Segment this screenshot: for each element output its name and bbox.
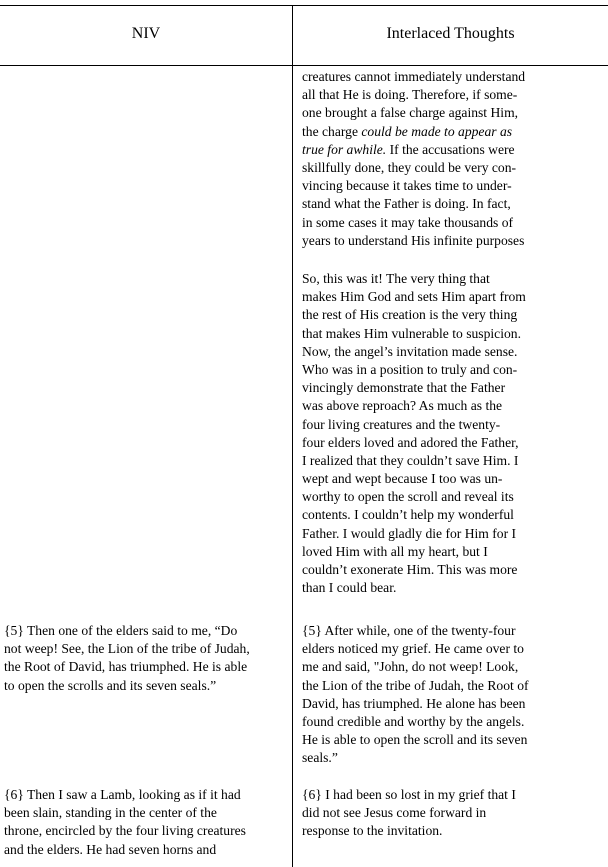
text-line: Father. I would gladly die for Him for I <box>302 525 517 541</box>
text-line: the Root of David, has triumphed. He is able <box>4 659 248 675</box>
text-line: contents. I couldn’t help my wonderful <box>302 507 514 523</box>
text-segment: in some cases it may take thousands of <box>302 214 514 230</box>
column-header-interlaced-thoughts: Interlaced Thoughts <box>386 25 515 42</box>
text-line: four living creatures and the twenty- <box>302 416 501 432</box>
text-line <box>302 195 525 213</box>
interlaced-paragraph-1 <box>302 68 525 250</box>
text-line <box>302 68 525 86</box>
niv-verse-5 <box>4 622 250 695</box>
text-line: response to the invitation. <box>302 823 443 839</box>
column-header-niv: NIV <box>131 25 161 42</box>
text-line: {5} After while, one of the twenty-four <box>302 623 516 638</box>
text-line: found credible and worthy by the angels. <box>302 713 525 729</box>
text-line: throne, encircled by the four living creatures <box>4 823 246 839</box>
text-line: did not see Jesus come forward in <box>302 805 487 821</box>
text-line: and the elders. He had seven horns and <box>4 841 217 857</box>
text-line: I realized that they couldn’t save Him. I <box>302 452 519 468</box>
text-line <box>302 104 525 122</box>
table-top-border <box>0 5 608 6</box>
text-line: was above reproach? As much as the <box>302 398 503 414</box>
text-line: elders noticed my grief. He came over to <box>302 641 524 657</box>
text-line: David, has triumphed. He alone has been <box>302 695 526 711</box>
text-line: vincingly demonstrate that the Father <box>302 380 506 396</box>
text-line: makes Him God and sets Him apart from <box>302 289 526 305</box>
text-line: seals.” <box>302 750 338 766</box>
interlaced-paragraph-2 <box>302 270 526 597</box>
text-segment: skillfully done, they could be very con- <box>302 159 517 175</box>
text-segment: creatures cannot immediately understand <box>302 69 526 84</box>
text-line: that makes Him vulnerable to suspicion. <box>302 325 521 341</box>
interlaced-verse-6 <box>302 786 516 841</box>
text-line: to open the scrolls and its seven seals.” <box>4 677 217 693</box>
text-segment: If the accusations were <box>386 141 515 157</box>
text-line: not weep! See, the Lion of the tribe of Judah, <box>4 641 250 657</box>
text-line <box>302 214 525 232</box>
text-segment: the charge <box>302 123 362 139</box>
text-line: He is able to open the scroll and its seven <box>302 732 528 748</box>
text-segment: vincing because it takes time to under- <box>302 178 512 194</box>
text-line <box>302 159 525 177</box>
niv-verse-6 <box>4 786 246 859</box>
text-line: Now, the angel’s invitation made sense. <box>302 343 518 359</box>
italic-text: true for awhile. <box>302 141 387 157</box>
text-line: four elders loved and adored the Father, <box>302 434 519 450</box>
text-line <box>302 177 525 195</box>
text-line: {6} Then I saw a Lamb, looking as if it had <box>4 787 241 802</box>
text-line: {6} I had been so lost in my grief that I <box>302 787 516 802</box>
text-line <box>302 123 525 141</box>
text-line: than I could bear. <box>302 580 397 596</box>
italic-text: could be made to appear as <box>361 123 513 139</box>
text-line: couldn’t exonerate Him. This was more <box>302 562 518 577</box>
text-line: me and said, "John, do not weep! Look, <box>302 659 519 675</box>
text-line: been slain, standing in the center of the <box>4 805 217 821</box>
text-segment: one brought a false charge against Him, <box>302 105 519 121</box>
text-line <box>302 232 525 250</box>
text-line: loved Him with all my heart, but I <box>302 543 488 559</box>
text-segment: all that He is doing. Therefore, if some- <box>302 87 518 103</box>
header-divider <box>0 65 608 66</box>
text-line: {5} Then one of the elders said to me, “Do <box>4 623 238 638</box>
text-line: the rest of His creation is the very thing <box>302 307 518 323</box>
text-line: the Lion of the tribe of Judah, the Root of <box>302 677 529 693</box>
text-line: So, this was it! The very thing that <box>302 271 490 286</box>
text-line <box>302 86 525 104</box>
text-line <box>302 141 525 159</box>
interlaced-verse-5 <box>302 622 529 768</box>
text-line: worthy to open the scroll and reveal its <box>302 489 514 505</box>
text-segment: years to understand His infinite purposes <box>302 232 525 248</box>
column-divider <box>292 5 293 867</box>
text-line: Who was in a position to truly and con- <box>302 361 518 377</box>
text-segment: stand what the Father is doing. In fact, <box>302 196 511 212</box>
text-line: wept and wept because I too was un- <box>302 471 503 487</box>
